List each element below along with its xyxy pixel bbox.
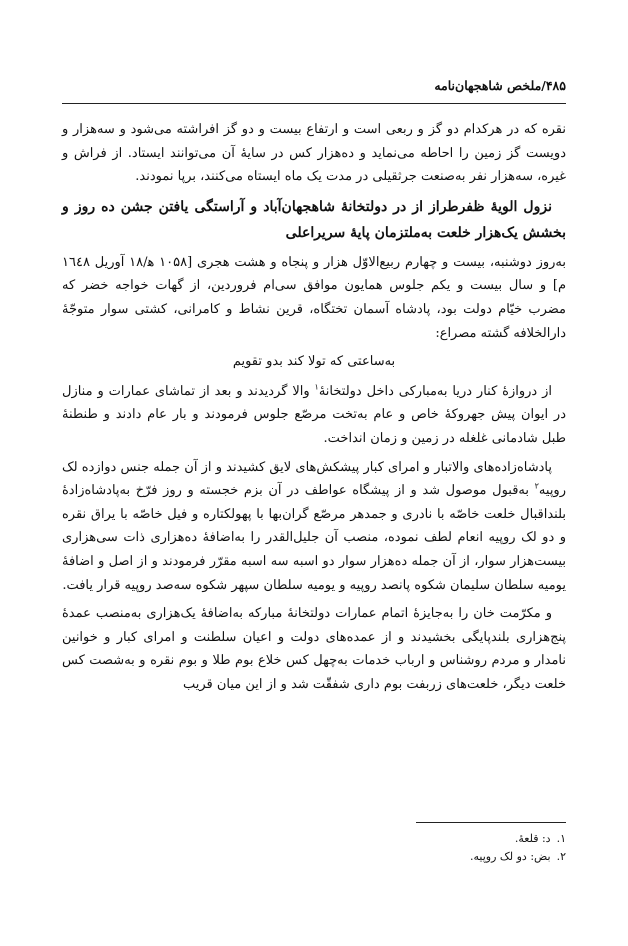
footnote-text: د: قلعهٔ.: [514, 832, 551, 845]
paragraph-4: [62, 456, 566, 598]
section-heading: نزول الویهٔ ظفرطراز از در دولتخانهٔ شاهجهان‌آباد و آراستگی یافتن جشن ده روز و بخشش یک‌هزار خلعت به‌ملتزمان پایهٔ سریراعلی: [62, 198, 566, 241]
footnote-text: بض: دو لک روپیه.: [470, 850, 551, 863]
paragraph-3-part-b: والا گردیدند و بعد از تماشای عمارات و منازل در ایوان پیش جهروکهٔ خاص و عام به‌تخت مرصّع جلوس فرمودند و بار عام دادند و طنطنهٔ طبل شادمانی غلغله در زمین و زمان انداخت.: [62, 383, 566, 446]
verse-line: به‌ساعتی که تولا کند بدو تقویم: [232, 354, 396, 370]
paragraph-4-part-a: پادشاه‌زاده‌های والاتبار و امرای کبار پیشکش‌های لایق کشیدند و از آن جمله جنس دوازده لک روپیه: [62, 459, 566, 499]
paragraph-4-part-b: به‌قبول موصول شد و از پیشگاه عواطف در آن بزم خجسته و روز فرّخ به‌پادشاه‌زادهٔ بلنداقبال خلعت خاصّه با نادری و جمدهر مرصّع گران‌بها با پهولکتاره و فیل خاصّه با یراق نقره و دو لک روپیه انعام لطف نموده، منصب آن جلیل‌القدر را به‌اضافهٔ ده‌هزاری ذات سی‌هزاری بیست‌هزار سوار، از آن جمله ده‌هزار سوار دو اسبه سه اسبه مقرّر فرمودند و از اصل و اضافهٔ یومیه سلطان سلیمان شکوه پانصد روپیه و یومیه سلطان سپهر شکوه سه‌صد روپیه قرار یافت.: [62, 483, 566, 593]
footnote-ref-2: ۲: [534, 481, 539, 491]
footnote-number: ۱.: [556, 832, 566, 845]
paragraph-3: [62, 380, 566, 451]
footnote-ref-1: ۱: [314, 382, 319, 392]
paragraph-5: و مکرّمت خان را به‌جایزهٔ اتمام عمارات دولتخانهٔ مبارکه به‌اضافهٔ یک‌هزاری به‌منصب عمدهٔ پنج‌هزاری بلندپایگی بخشیدند و از عمده‌های دولت و اعیان سلطنت و امرای کبار و خوانین نامدار و مردم روشناس و ارباب خدمات به‌چهل کس خلاع بوم طلا و بوم نقره و به‌شصت کس خلعت دیگر، خلعت‌های زربفت بوم داری شفقّت شد و از این میان قریب: [62, 606, 566, 692]
footnote-rule: [416, 822, 566, 823]
paragraph-1: نقره که در هرکدام دو گز و ربعی است و ارتفاع بیست و دو گز افراشته می‌شود و سه‌هزار و دویست گز زمین را احاطه می‌نماید و ده‌هزار کس در سایهٔ آن می‌توانند ایستاد. از فراش و غیره، سه‌هزار نفر به‌صنعت جرثقیلی در مدت یک ماه ایستاه می‌کنند، برپا نمودند.: [62, 122, 566, 185]
footnote-number: ۲.: [556, 850, 566, 863]
running-header: ۴۸۵/ملخص شاهجهان‌نامه: [434, 78, 566, 93]
footnotes: [470, 830, 566, 866]
header-rule: [62, 103, 566, 104]
paragraph-2: به‌روز دوشنبه، بیست و چهارم ربیع‌الاوّل هزار و پنجاه و هشت هجری [۱۰۵۸ ه‍/۱۸ آوریل ۱٦٤۸ م] و سال بیست و یکم جلوس همایون موافق سی‌ام فروردین، از گهات خواجه خضر که مضرب خیّام دولت بود، پادشاه آسمان تختگاه، قرین نشاط و کامرانی، کشتی سوار متوجّهٔ دارالخلافه گشته مصراع:: [62, 254, 566, 341]
paragraph-3-part-a: از دروازهٔ کنار دریا به‌مبارکی داخل دولتخانهٔ: [318, 383, 552, 399]
footnote-1: [470, 830, 566, 848]
footnote-2: [470, 848, 566, 866]
main-text: [62, 118, 566, 701]
